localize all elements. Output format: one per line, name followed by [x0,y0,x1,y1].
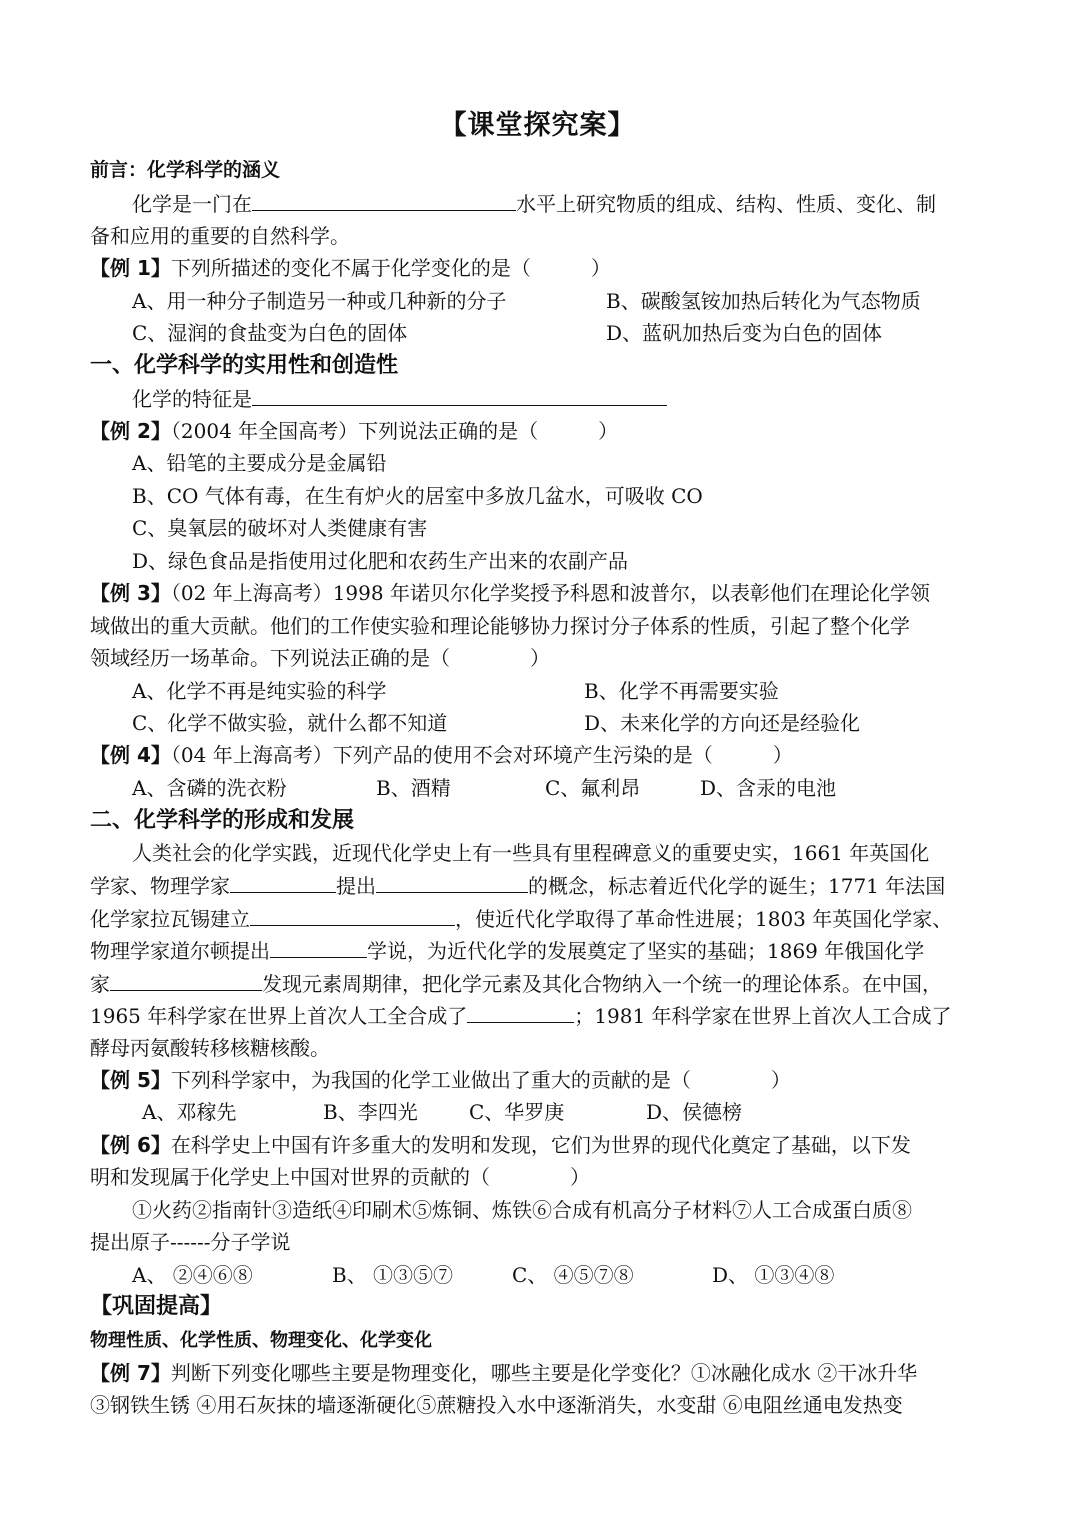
option-a: A、 ②④⑥⑧ [132,1263,253,1287]
example-label: 【例 5】 [90,1068,171,1092]
history-text: ，使近代化学取得了革命性进展；1803 年英国化学家、 [455,907,953,931]
question-text: 在科学史上中国有许多重大的发明和发现，它们为世界的现代化奠定了基础，以下发 [170,1133,911,1157]
example-7-line-2: ③钢铁生锈 ④用石灰抹的墙逐渐硬化⑤蔗糖投入水中逐渐消失，水变甜 ⑥电阻丝通电发热变 [90,1393,903,1417]
fill-blank [376,872,528,893]
option-a: A、用一种分子制造另一种或几种新的分子 [132,289,507,313]
history-line-5 [90,970,942,997]
history-line-3 [90,905,952,932]
option-b: B、化学不再需要实验 [584,679,779,703]
history-line-2 [90,872,945,899]
fill-blank [252,190,516,211]
example-6-items-2: 提出原子------分子学说 [90,1230,291,1254]
option-d: D、侯德榜 [646,1100,743,1124]
example-6-items-1: ①火药②指南针③造纸④印刷术⑤炼铜、炼铁⑥合成有机高分子材料⑦人工合成蛋白质⑧ [132,1198,912,1222]
section-2-heading: 二、化学科学的形成和发展 [90,808,355,833]
option-c: C、臭氧层的破坏对人类健康有害 [132,516,428,540]
history-text: 的概念，标志着近代化学的诞生；1771 年法国 [528,874,946,898]
example-6-line-1 [90,1132,911,1158]
history-text: 发现元素周期律，把化学元素及其化合物纳入一个统一的理论体系。在中国， [262,972,942,996]
option-b: B、 ①③⑤⑦ [332,1263,454,1287]
option-c: C、湿润的食盐变为白色的固体 [132,321,408,345]
fill-blank [110,970,262,991]
option-c: C、氟利昂 [545,776,641,800]
page-title: 【课堂探究案】 [439,110,636,141]
example-4-question [90,742,793,768]
feature-text: 化学的特征是 [132,387,252,411]
example-3-line-2: 域做出的重大贡献。他们的工作使实验和理论能够协力探讨分子体系的性质，引起了整个化学 [90,614,910,638]
option-c: C、化学不做实验，就什么都不知道 [132,711,448,735]
question-text: 下列科学家中，为我国的化学工业做出了重大的贡献的是（ ） [170,1068,791,1092]
example-3-line-1 [90,580,930,606]
section-1-text [132,385,667,412]
option-b: B、李四光 [323,1100,418,1124]
example-3-line-3: 领域经历一场革命。下列说法正确的是（ ） [90,646,550,670]
example-label: 【例 6】 [90,1133,171,1157]
section-1-heading: 一、化学科学的实用性和创造性 [90,353,399,378]
option-d: D、绿色食品是指使用过化肥和农药生产出来的农副产品 [132,549,629,573]
option-a: A、化学不再是纯实验的科学 [132,679,387,703]
preface-text-a: 化学是一门在 [132,192,252,216]
example-label: 【例 7】 [90,1361,171,1385]
history-text: 学说，为近代化学的发展奠定了坚实的基础；1869 年俄国化学 [367,939,925,963]
history-text: 提出 [336,874,376,898]
history-line-6 [90,1002,952,1029]
question-text: （2004 年全国高考）下列说法正确的是（ ） [170,419,619,443]
preface-heading: 前言：化学科学的涵义 [90,159,281,181]
fill-blank [230,872,336,893]
option-d: D、含汞的电池 [700,776,837,800]
history-text: 家 [90,972,110,996]
history-text: ；1981 年科学家在世界上首次人工合成了 [574,1004,952,1028]
example-2-question [90,418,618,444]
example-label: 【例 3】 [90,581,171,605]
consolidate-heading: 【巩固提高】 [90,1294,223,1319]
option-b: B、CO 气体有毒，在生有炉火的居室中多放几盆水，可吸收 CO [132,484,703,508]
option-d: D、蓝矾加热后变为白色的固体 [606,321,883,345]
consolidate-subheading: 物理性质、化学性质、物理变化、化学变化 [90,1330,432,1351]
option-a: A、铅笔的主要成分是金属铅 [132,451,387,475]
preface-line-2: 备和应用的重要的自然科学。 [90,224,350,248]
option-a: A、含磷的洗衣粉 [132,776,287,800]
history-line-1: 人类社会的化学实践，近现代化学史上有一些具有里程碑意义的重要史实，1661 年英国化 [132,841,930,865]
history-text: 学家、物理学家 [90,874,230,898]
example-5-question [90,1067,791,1093]
fill-blank [250,905,455,926]
fill-blank [467,1002,574,1023]
option-b: B、碳酸氢铵加热后转化为气态物质 [606,289,921,313]
fill-blank [252,385,667,406]
question-text: 下列所描述的变化不属于化学变化的是（ ） [170,256,611,280]
example-7-line-1 [90,1360,917,1386]
example-6-line-2: 明和发现属于化学史上中国对世界的贡献的（ ） [90,1165,590,1189]
option-d: D、未来化学的方向还是经验化 [584,711,861,735]
example-label: 【例 2】 [90,419,171,443]
option-a: A、邓稼先 [142,1100,237,1124]
option-b: B、酒精 [376,776,451,800]
example-label: 【例 1】 [90,256,171,280]
question-text: （02 年上海高考）1998 年诺贝尔化学奖授予科恩和波普尔，以表彰他们在理论化学领 [170,581,930,605]
preface-line-1 [132,190,936,217]
history-text: 1965 年科学家在世界上首次人工全合成了 [90,1004,468,1028]
question-text: （04 年上海高考）下列产品的使用不会对环境产生污染的是（ ） [170,743,793,767]
history-line-7: 酵母丙氨酸转移核糖核酸。 [90,1036,330,1060]
history-line-4 [90,937,924,964]
example-label: 【例 4】 [90,743,171,767]
option-d: D、 ①③④⑧ [712,1263,835,1287]
option-c: C、 ④⑤⑦⑧ [512,1263,634,1287]
history-text: 化学家拉瓦锡建立 [90,907,250,931]
fill-blank [270,937,367,958]
example-1-question [90,255,611,281]
preface-text-b: 水平上研究物质的组成、结构、性质、变化、制 [516,192,936,216]
option-c: C、华罗庚 [469,1100,565,1124]
question-text: 判断下列变化哪些主要是物理变化，哪些主要是化学变化？①冰融化成水 ②干冰升华 [170,1361,918,1385]
history-text: 物理学家道尔顿提出 [90,939,270,963]
